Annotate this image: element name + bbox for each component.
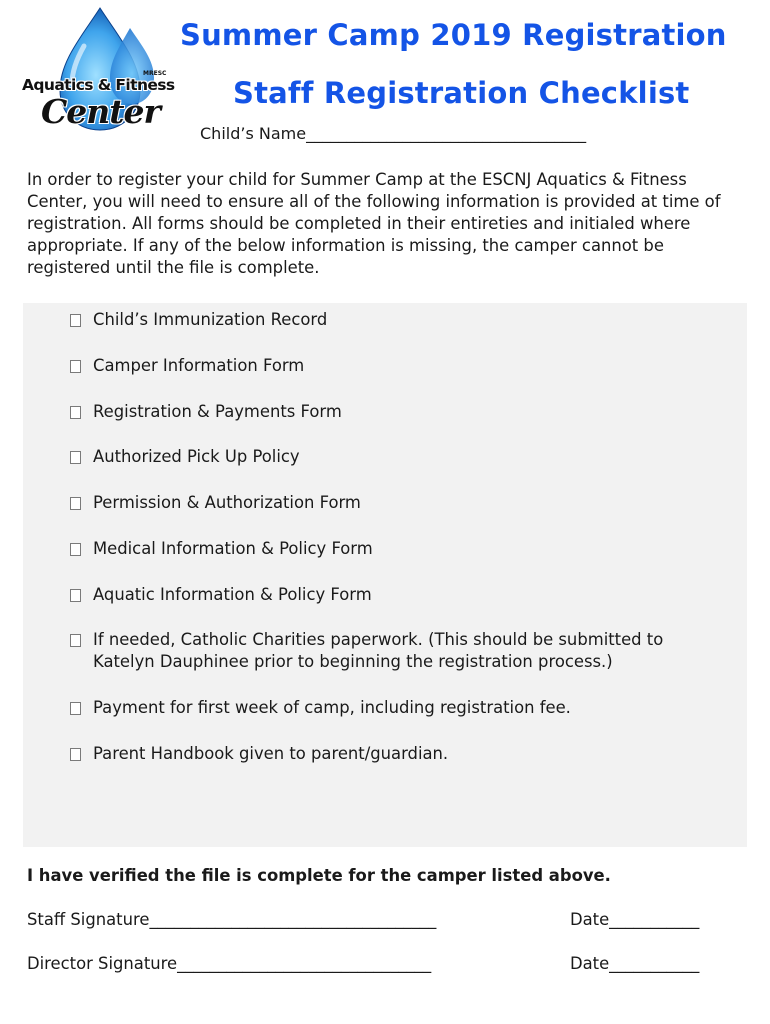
checkbox-icon[interactable] xyxy=(70,406,81,419)
checkbox-icon[interactable] xyxy=(70,314,81,327)
checklist-item-label: Aquatic Information & Policy Form xyxy=(93,585,372,604)
page-subtitle: Staff Registration Checklist xyxy=(233,76,690,110)
staff-date-field[interactable]: Date___________ xyxy=(570,910,700,929)
director-signature-field[interactable]: Director Signature_______________________________ xyxy=(27,954,432,973)
checklist-item xyxy=(70,743,730,765)
checklist-item-label: Permission & Authorization Form xyxy=(93,493,361,512)
checkbox-icon[interactable] xyxy=(70,497,81,510)
checkbox-icon[interactable] xyxy=(70,634,81,647)
checklist-item-label: Camper Information Form xyxy=(93,356,305,375)
checklist-item-label: Parent Handbook given to parent/guardian. xyxy=(93,744,449,763)
intro-paragraph: In order to register your child for Summer Camp at the ESCNJ Aquatics & Fitness Center, you will need to ensure all of the following information is provided at time of registration. All forms should be completed in their entireties and initialed where appropriate. If any of the below information is missing, the camper cannot be registered until the file is complete. xyxy=(27,170,721,277)
checklist-item xyxy=(70,584,730,606)
checkbox-icon[interactable] xyxy=(70,702,81,715)
logo-line1: Aquatics & Fitness xyxy=(22,76,175,94)
checklist-item-label: Payment for first week of camp, including registration fee. xyxy=(93,698,571,717)
verification-statement: I have verified the file is complete for the camper listed above. xyxy=(27,866,611,885)
checklist-item xyxy=(70,697,730,719)
checklist-item xyxy=(70,446,730,468)
staff-signature-field[interactable]: Staff Signature___________________________________ xyxy=(27,910,437,929)
checklist-item xyxy=(70,629,730,673)
checkbox-icon[interactable] xyxy=(70,360,81,373)
checklist-item-label: Medical Information & Policy Form xyxy=(93,539,373,558)
checklist-item-label: If needed, Catholic Charities paperwork. (This should be submitted to Katelyn Dauphinee prior to beginning the registration process.) xyxy=(93,630,664,671)
page-title: Summer Camp 2019 Registration xyxy=(180,18,727,52)
checklist-item xyxy=(70,355,730,377)
checklist-item xyxy=(70,309,730,331)
logo-line2: Center xyxy=(41,92,160,131)
checklist-item xyxy=(70,401,730,423)
checklist-item-label: Child’s Immunization Record xyxy=(93,310,328,329)
child-name-field[interactable]: Child’s Name___________________________________ xyxy=(200,124,587,143)
checkbox-icon[interactable] xyxy=(70,543,81,556)
checkbox-icon[interactable] xyxy=(70,589,81,602)
logo-small-text: MRESC xyxy=(143,70,167,77)
checklist-panel xyxy=(23,303,747,847)
checkbox-icon[interactable] xyxy=(70,451,81,464)
checklist-item-label: Authorized Pick Up Policy xyxy=(93,447,300,466)
director-date-field[interactable]: Date___________ xyxy=(570,954,700,973)
checklist-item xyxy=(70,492,730,514)
logo xyxy=(22,6,174,134)
checklist-item xyxy=(70,538,730,560)
checklist-item-label: Registration & Payments Form xyxy=(93,402,342,421)
checkbox-icon[interactable] xyxy=(70,748,81,761)
